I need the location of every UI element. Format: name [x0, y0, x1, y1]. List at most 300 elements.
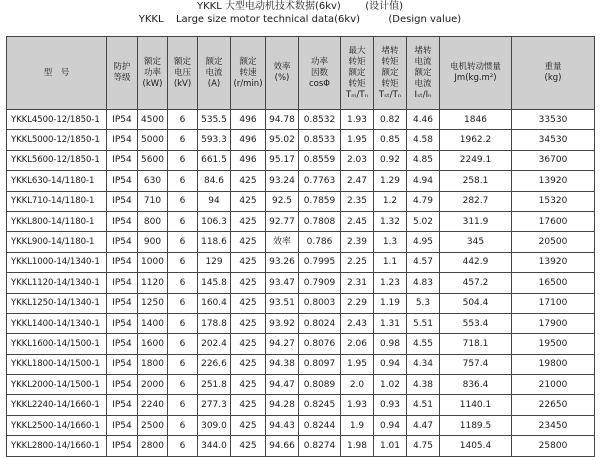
cell-speed: 425 — [231, 375, 266, 395]
cell-protection: IP54 — [107, 293, 138, 313]
cell-efficiency: 94.66 — [266, 436, 299, 456]
header-text: 电机转动惯量 — [449, 62, 501, 72]
cell-power: 630 — [138, 171, 168, 191]
header-text: 转矩 — [348, 78, 366, 89]
header-model — [7, 37, 107, 110]
title-cn: 大型电动机技术数据(6kv) — [224, 1, 341, 12]
cell-inertia: 2249.1 — [440, 150, 512, 170]
cell-voltage: 6 — [168, 395, 198, 415]
cell-locked-torque: 1.29 — [374, 171, 407, 191]
cell-power-factor: 0.8532 — [299, 110, 341, 130]
table-row — [7, 273, 595, 293]
cell-locked-current: 4.34 — [407, 354, 440, 374]
cell-locked-torque: 0.94 — [374, 415, 407, 435]
cell-weight: 17900 — [512, 313, 595, 333]
cell-weight: 19800 — [512, 354, 595, 374]
header-text: cosΦ — [309, 78, 330, 89]
cell-locked-torque: 0.94 — [374, 354, 407, 374]
cell-speed: 425 — [231, 395, 266, 415]
header-locked-current-ratio — [407, 37, 440, 110]
cell-max-torque: 2.47 — [341, 171, 374, 191]
cell-inertia: 836.4 — [440, 375, 512, 395]
cell-locked-torque: 1.31 — [374, 313, 407, 333]
cell-max-torque: 2.29 — [341, 293, 374, 313]
table-row — [7, 436, 595, 456]
header-text: 转矩 — [348, 56, 366, 67]
cell-power: 2800 — [138, 436, 168, 456]
table-row — [7, 293, 595, 313]
cell-model: YKKL5600-12/1850-1 — [7, 150, 107, 170]
cell-power: 900 — [138, 232, 168, 252]
header-text: Jm(kg.m²) — [454, 73, 497, 83]
cell-power-factor: 0.7909 — [299, 273, 341, 293]
cell-power: 1400 — [138, 313, 168, 333]
cell-model: YKKL1120-14/1340-1 — [7, 273, 107, 293]
cell-speed: 425 — [231, 436, 266, 456]
cell-speed: 496 — [231, 110, 266, 130]
header-inertia — [440, 37, 512, 110]
cell-efficiency: 94.43 — [266, 415, 299, 435]
header-rated-current — [198, 37, 231, 110]
cell-locked-torque: 1.2 — [374, 191, 407, 211]
cell-power-factor: 0.8274 — [299, 436, 341, 456]
table-body — [7, 110, 595, 457]
cell-protection: IP54 — [107, 415, 138, 435]
cell-model: YKKL900-14/1180-1 — [7, 232, 107, 252]
cell-efficiency: 93.51 — [266, 293, 299, 313]
title-cn-note: (设计值) — [365, 1, 404, 12]
cell-inertia: 718.1 — [440, 334, 512, 354]
table-row — [7, 354, 595, 374]
cell-locked-current: 4.83 — [407, 273, 440, 293]
cell-protection: IP54 — [107, 110, 138, 130]
cell-max-torque: 2.45 — [341, 211, 374, 231]
cell-inertia: 553.4 — [440, 313, 512, 333]
cell-power-factor: 0.8076 — [299, 334, 341, 354]
cell-max-torque: 1.9 — [341, 415, 374, 435]
header-text: 型 号 — [43, 67, 70, 78]
cell-weight: 15320 — [512, 191, 595, 211]
header-text: 额定 — [381, 67, 399, 78]
cell-power-factor: 0.8089 — [299, 375, 341, 395]
cell-speed: 425 — [231, 191, 266, 211]
title-series-cn: YKKL — [196, 1, 222, 12]
title-series-en: YKKL — [138, 14, 164, 25]
cell-locked-current: 4.85 — [407, 150, 440, 170]
header-text: 等级 — [113, 73, 131, 83]
header-text: 电流 — [414, 78, 432, 89]
cell-model: YKKL2240-14/1660-1 — [7, 395, 107, 415]
header-text: (kg) — [544, 73, 562, 83]
cell-inertia: 504.4 — [440, 293, 512, 313]
cell-current: 277.3 — [198, 395, 231, 415]
header-protection — [107, 37, 138, 110]
cell-weight: 23450 — [512, 415, 595, 435]
cell-voltage: 6 — [168, 232, 198, 252]
cell-voltage: 6 — [168, 273, 198, 293]
cell-power: 1800 — [138, 354, 168, 374]
header-text: 堵转 — [381, 45, 399, 56]
header-text: 因数 — [310, 67, 328, 78]
cell-speed: 425 — [231, 334, 266, 354]
cell-max-torque: 2.43 — [341, 313, 374, 333]
cell-inertia: 457.2 — [440, 273, 512, 293]
cell-current: 535.5 — [198, 110, 231, 130]
cell-model: YKKL800-14/1180-1 — [7, 211, 107, 231]
header-text: 电流 — [205, 67, 223, 78]
cell-locked-current: 4.47 — [407, 415, 440, 435]
cell-current: 593.3 — [198, 130, 231, 150]
cell-weight: 36700 — [512, 150, 595, 170]
cell-protection: IP54 — [107, 395, 138, 415]
cell-speed: 425 — [231, 273, 266, 293]
header-text: (A) — [207, 78, 221, 89]
cell-inertia: 311.9 — [440, 211, 512, 231]
cell-model: YKKL630-14/1180-1 — [7, 171, 107, 191]
cell-voltage: 6 — [168, 252, 198, 272]
title-en-note: (Design value) — [388, 14, 462, 25]
cell-locked-torque: 1.01 — [374, 436, 407, 456]
cell-voltage: 6 — [168, 130, 198, 150]
cell-speed: 425 — [231, 171, 266, 191]
cell-protection: IP54 — [107, 171, 138, 191]
cell-power-factor: 0.8097 — [299, 354, 341, 374]
header-text: 转矩 — [381, 56, 399, 67]
cell-locked-current: 5.02 — [407, 211, 440, 231]
cell-power: 1600 — [138, 334, 168, 354]
cell-model: YKKL710-14/1180-1 — [7, 191, 107, 211]
cell-locked-torque: 1.19 — [374, 293, 407, 313]
cell-locked-torque: 1.32 — [374, 211, 407, 231]
header-rated-power — [138, 37, 168, 110]
header-text: 电压 — [173, 67, 191, 78]
table-row — [7, 211, 595, 231]
motor-spec-table — [6, 36, 595, 457]
cell-efficiency: 93.24 — [266, 171, 299, 191]
cell-protection: IP54 — [107, 130, 138, 150]
cell-power-factor: 0.8003 — [299, 293, 341, 313]
cell-current: 160.4 — [198, 293, 231, 313]
cell-inertia: 1962.2 — [440, 130, 512, 150]
cell-voltage: 6 — [168, 415, 198, 435]
cell-power-factor: 0.7808 — [299, 211, 341, 231]
cell-locked-current: 4.51 — [407, 395, 440, 415]
header-text: Tₛₜ/Tₙ — [378, 89, 402, 100]
header-text: (r/min) — [233, 78, 263, 89]
cell-model: YKKL1400-14/1340-1 — [7, 313, 107, 333]
header-text: 最大 — [348, 45, 366, 56]
cell-voltage: 6 — [168, 436, 198, 456]
header-text: 防护 — [113, 62, 131, 72]
cell-speed: 425 — [231, 354, 266, 374]
title-line-cn — [0, 0, 600, 13]
cell-current: 661.5 — [198, 150, 231, 170]
cell-efficiency: 95.02 — [266, 130, 299, 150]
table-row — [7, 252, 595, 272]
cell-locked-torque: 1.02 — [374, 375, 407, 395]
cell-efficiency: 94.47 — [266, 375, 299, 395]
cell-inertia: 442.9 — [440, 252, 512, 272]
cell-inertia: 345 — [440, 232, 512, 252]
cell-voltage: 6 — [168, 110, 198, 130]
cell-power: 4500 — [138, 110, 168, 130]
cell-current: 251.8 — [198, 375, 231, 395]
cell-power: 2240 — [138, 395, 168, 415]
cell-model: YKKL2500-14/1660-1 — [7, 415, 107, 435]
cell-locked-current: 5.51 — [407, 313, 440, 333]
cell-power-factor: 0.7859 — [299, 191, 341, 211]
cell-power-factor: 0.8559 — [299, 150, 341, 170]
cell-weight: 20500 — [512, 232, 595, 252]
cell-protection: IP54 — [107, 191, 138, 211]
cell-model: YKKL1250-14/1340-1 — [7, 293, 107, 313]
cell-power-factor: 0.7995 — [299, 252, 341, 272]
cell-weight: 16500 — [512, 273, 595, 293]
cell-model: YKKL1800-14/1500-1 — [7, 354, 107, 374]
table-row — [7, 110, 595, 130]
cell-power: 1250 — [138, 293, 168, 313]
cell-locked-torque: 1.3 — [374, 232, 407, 252]
cell-power-factor: 0.786 — [299, 232, 341, 252]
cell-speed: 496 — [231, 130, 266, 150]
cell-speed: 425 — [231, 313, 266, 333]
cell-model: YKKL4500-12/1850-1 — [7, 110, 107, 130]
cell-voltage: 6 — [168, 334, 198, 354]
cell-current: 106.3 — [198, 211, 231, 231]
cell-power: 800 — [138, 211, 168, 231]
cell-voltage: 6 — [168, 191, 198, 211]
cell-weight: 17600 — [512, 211, 595, 231]
cell-efficiency: 93.47 — [266, 273, 299, 293]
cell-power: 5600 — [138, 150, 168, 170]
cell-weight: 34530 — [512, 130, 595, 150]
cell-locked-torque: 1.23 — [374, 273, 407, 293]
cell-model: YKKL2000-14/1500-1 — [7, 375, 107, 395]
header-text: Tₘ/Tₙ — [346, 89, 368, 100]
cell-locked-current: 4.55 — [407, 334, 440, 354]
cell-current: 202.4 — [198, 334, 231, 354]
cell-efficiency: 94.78 — [266, 110, 299, 130]
cell-power: 710 — [138, 191, 168, 211]
header-text: 效率 — [273, 62, 291, 72]
cell-current: 84.6 — [198, 171, 231, 191]
cell-locked-torque: 0.92 — [374, 150, 407, 170]
cell-locked-current: 4.94 — [407, 171, 440, 191]
cell-locked-current: 4.58 — [407, 130, 440, 150]
cell-locked-current: 4.46 — [407, 110, 440, 130]
header-power-factor — [299, 37, 341, 110]
header-weight — [512, 37, 595, 110]
cell-speed: 425 — [231, 232, 266, 252]
cell-current: 344.0 — [198, 436, 231, 456]
cell-max-torque: 1.95 — [341, 354, 374, 374]
header-text: 额定 — [173, 56, 191, 67]
cell-current: 118.6 — [198, 232, 231, 252]
header-text: 堵转 — [414, 45, 432, 56]
cell-efficiency: 效率 — [266, 232, 299, 252]
cell-current: 145.8 — [198, 273, 231, 293]
cell-current: 226.6 — [198, 354, 231, 374]
header-text: 功率 — [143, 67, 161, 78]
cell-speed: 496 — [231, 150, 266, 170]
cell-model: YKKL1000-14/1340-1 — [7, 252, 107, 272]
header-rated-speed — [231, 37, 266, 110]
cell-weight: 21000 — [512, 375, 595, 395]
cell-voltage: 6 — [168, 171, 198, 191]
cell-power-factor: 0.8024 — [299, 313, 341, 333]
header-text: (kV) — [173, 78, 192, 89]
table-row — [7, 232, 595, 252]
cell-locked-torque: 0.93 — [374, 395, 407, 415]
cell-power-factor: 0.8245 — [299, 395, 341, 415]
header-locked-torque-ratio — [374, 37, 407, 110]
cell-max-torque: 1.98 — [341, 436, 374, 456]
table-row — [7, 130, 595, 150]
cell-current: 94 — [198, 191, 231, 211]
cell-inertia: 757.4 — [440, 354, 512, 374]
cell-current: 178.8 — [198, 313, 231, 333]
cell-locked-current: 4.38 — [407, 375, 440, 395]
header-text: 转速 — [239, 67, 257, 78]
cell-inertia: 1405.4 — [440, 436, 512, 456]
cell-locked-current: 5.3 — [407, 293, 440, 313]
cell-max-torque: 2.06 — [341, 334, 374, 354]
cell-weight: 17100 — [512, 293, 595, 313]
cell-power: 2000 — [138, 375, 168, 395]
cell-max-torque: 1.93 — [341, 395, 374, 415]
cell-speed: 425 — [231, 252, 266, 272]
cell-inertia: 282.7 — [440, 191, 512, 211]
cell-inertia: 258.1 — [440, 171, 512, 191]
cell-protection: IP54 — [107, 252, 138, 272]
cell-weight: 19500 — [512, 334, 595, 354]
title-line-en — [0, 13, 600, 26]
cell-power: 1120 — [138, 273, 168, 293]
cell-max-torque: 2.31 — [341, 273, 374, 293]
header-text: 额定 — [348, 67, 366, 78]
cell-max-torque: 2.35 — [341, 191, 374, 211]
cell-locked-current: 4.79 — [407, 191, 440, 211]
cell-max-torque: 2.25 — [341, 252, 374, 272]
table-row — [7, 415, 595, 435]
header-text: 额定 — [239, 56, 257, 67]
cell-power: 2500 — [138, 415, 168, 435]
cell-efficiency: 94.28 — [266, 395, 299, 415]
cell-voltage: 6 — [168, 375, 198, 395]
cell-weight: 13920 — [512, 252, 595, 272]
cell-inertia: 1846 — [440, 110, 512, 130]
table-row — [7, 150, 595, 170]
header-rated-voltage — [168, 37, 198, 110]
cell-protection: IP54 — [107, 313, 138, 333]
cell-protection: IP54 — [107, 334, 138, 354]
header-efficiency — [266, 37, 299, 110]
cell-max-torque: 1.95 — [341, 130, 374, 150]
cell-locked-torque: 0.82 — [374, 110, 407, 130]
cell-efficiency: 92.77 — [266, 211, 299, 231]
cell-inertia: 1189.5 — [440, 415, 512, 435]
cell-power: 5000 — [138, 130, 168, 150]
header-max-torque-ratio — [341, 37, 374, 110]
cell-voltage: 6 — [168, 313, 198, 333]
cell-model: YKKL5000-12/1850-1 — [7, 130, 107, 150]
table-header-row — [7, 37, 595, 110]
table-row — [7, 395, 595, 415]
cell-locked-torque: 0.98 — [374, 334, 407, 354]
table-row — [7, 313, 595, 333]
cell-weight: 33530 — [512, 110, 595, 130]
cell-inertia: 1140.1 — [440, 395, 512, 415]
table-row — [7, 171, 595, 191]
cell-max-torque: 2.0 — [341, 375, 374, 395]
header-text: (%) — [274, 73, 290, 83]
cell-protection: IP54 — [107, 436, 138, 456]
cell-voltage: 6 — [168, 293, 198, 313]
table-row — [7, 375, 595, 395]
cell-weight: 22650 — [512, 395, 595, 415]
cell-protection: IP54 — [107, 273, 138, 293]
cell-weight: 13920 — [512, 171, 595, 191]
header-text: 转矩 — [381, 78, 399, 89]
header-text: 额定 — [414, 67, 432, 78]
cell-model: YKKL2800-14/1660-1 — [7, 436, 107, 456]
cell-power-factor: 0.7763 — [299, 171, 341, 191]
cell-max-torque: 2.39 — [341, 232, 374, 252]
cell-efficiency: 93.92 — [266, 313, 299, 333]
cell-max-torque: 2.03 — [341, 150, 374, 170]
cell-speed: 425 — [231, 211, 266, 231]
cell-speed: 425 — [231, 415, 266, 435]
header-text: 额定 — [205, 56, 223, 67]
cell-power-factor: 0.8533 — [299, 130, 341, 150]
header-text: 额定 — [143, 56, 161, 67]
header-text: 功率 — [310, 56, 328, 67]
cell-current: 129 — [198, 252, 231, 272]
cell-locked-current: 4.75 — [407, 436, 440, 456]
cell-weight: 25800 — [512, 436, 595, 456]
cell-locked-torque: 1.1 — [374, 252, 407, 272]
cell-protection: IP54 — [107, 375, 138, 395]
cell-voltage: 6 — [168, 211, 198, 231]
cell-current: 309.0 — [198, 415, 231, 435]
table-row — [7, 334, 595, 354]
header-text: 重量 — [544, 62, 562, 72]
cell-efficiency: 94.27 — [266, 334, 299, 354]
cell-speed: 425 — [231, 293, 266, 313]
cell-protection: IP54 — [107, 211, 138, 231]
header-text: (kW) — [142, 78, 163, 89]
header-text: Iₛₜ/Iₙ — [414, 89, 432, 100]
cell-protection: IP54 — [107, 150, 138, 170]
cell-efficiency: 95.17 — [266, 150, 299, 170]
cell-power: 1000 — [138, 252, 168, 272]
cell-voltage: 6 — [168, 354, 198, 374]
cell-max-torque: 1.93 — [341, 110, 374, 130]
cell-locked-current: 4.95 — [407, 232, 440, 252]
cell-model: YKKL1600-14/1500-1 — [7, 334, 107, 354]
cell-locked-torque: 0.85 — [374, 130, 407, 150]
cell-efficiency: 92.5 — [266, 191, 299, 211]
cell-protection: IP54 — [107, 232, 138, 252]
cell-protection: IP54 — [107, 354, 138, 374]
cell-power-factor: 0.8244 — [299, 415, 341, 435]
table-row — [7, 191, 595, 211]
cell-efficiency: 93.26 — [266, 252, 299, 272]
page-title — [0, 0, 600, 30]
title-en: Large size motor technical data(6kv) — [175, 14, 361, 25]
cell-efficiency: 94.38 — [266, 354, 299, 374]
header-text: 电流 — [414, 56, 432, 67]
